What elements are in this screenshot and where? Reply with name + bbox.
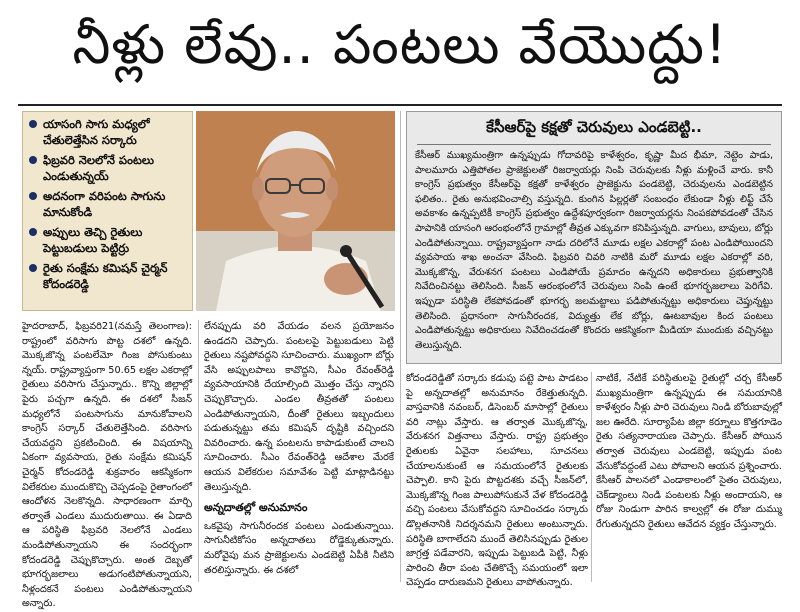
highlight-text: రైతు సంక్షేమ కమిషన్ చైర్మన్ కోదండరెడ్డి <box>43 261 168 291</box>
highlight-text: అప్పులు తెచ్చి రైతులు పెట్టుబడులు పెట్టిర్రు <box>43 225 143 255</box>
column-divider <box>198 320 199 582</box>
portrait-photo <box>196 111 395 311</box>
article-column-2-continued: ఒకవైపు సాగునీరందక పంటలు ఎండుతున్నాయి. సాగునీటికోసం అన్నదాతలు రోడ్డెక్కుతున్నారు. మరోవైపు మన ప్రాజెక్టులను ఎండబెట్టి ఏపీకి నీటిని తరలిస్తున్నారు. ఈ దశలో <box>204 520 394 576</box>
highlight-text: అదనంగా వరిపంట సాగును మానుకోండి <box>43 189 166 219</box>
article-column-2-text: లేనప్పుడు వరి వేయడం వలన ప్రయోజనం ఉండదని చెప్పారు. పంటలపై పెట్టుబడులు పెట్టి రైతులు నష్టపోవద్దని సూచించారు. ముఖ్యంగా బోర్లు వేసి అప్పులపాలు కావొద్దని, సీఎం రేవంత్‌రెడ్డి వ్యవసాయానికి దేయాల్సింది మొత్తం చేస్తు న్నారని చెప్పుకొచ్చారు. ఎండల తీవ్రతతో పంటలు ఎండిపోతున్నాయని, దీంతో రైతులు ఇబ్బందులు పడుతున్నట్టు తమ కమిషన్ దృష్టికి వచ్చిందని వివరించారు. ఉన్న పంటలను కాపాడుకుంటే చాలని సూచించారు. సీఎం రేవంత్‌రెడ్డి ఆదేశాల మేరకే ఆయన విలేకరుల సమావేశం పెట్టి మాట్లాడినట్టు తెలుస్తున్నది. <box>204 321 394 493</box>
sidebar-title: కేసీఆర్‌పై కక్షతో చెరువులు ఎండబెట్టి.. <box>417 118 771 145</box>
column-divider <box>591 372 592 582</box>
article-column-3: కోదండరెడ్డితో సర్కారు కడుపు పట్టె పాట పాడటం పై అన్నదాతల్లో అనుమానం రేకెత్తుతున్నది. వాస్తవానికి నవంబర్, డిసెంబర్ మాసాల్లో రైతులు వరి నాట్లు వేస్తారు. ఆ తర్వాత మొక్కజొన్న, వేరుశనగ విత్తనాలు వేస్తారు. రాష్ట్ర ప్రభుత్వం రైతులకు ఏవైనా సలహాలు, సూచనలు చేయాలనుకుంటే ఆ సమయంలోనే రైతులకు చెప్పాలి. కాని పైరు పొట్టదశకు వచ్చే సీజన్‌లో, మొక్కజొన్న గింజ పాలుపోసుకునే వేళ కోదండరెడ్డి వచ్చి పంటలు వేసుకోవద్దని సూచించడం సర్కారు డొల్లతనానికి నిదర్శనమని రైతులు అంటున్నారు. పరిస్థితి బాగాలేదని ముందే తెలిసినప్పుడు రైతుల జాగ్రత్త పడేవారని, ఇప్పుడు పెట్టుబడి పెట్టి, నీళ్లు పారించి తీరా పంట చేతికొచ్చే సమయంలో ఇలా చెప్పడం దారుణమని రైతులు వాపోతున్నారు. <box>406 373 588 589</box>
headline: నీళ్లు లేవు.. పంటలు వేయొద్దు! <box>72 12 728 76</box>
highlight-item <box>29 260 188 292</box>
bullet-icon <box>29 228 37 236</box>
highlight-item <box>29 224 188 256</box>
highlights-box <box>22 111 193 311</box>
bullet-icon <box>29 264 37 272</box>
article-column-2 <box>204 320 394 580</box>
headline-rule <box>18 104 782 106</box>
highlight-item <box>29 116 188 148</box>
highlight-text: ఫిబ్రవరి నెలలోనే పంటలు ఎండుతున్నయ్ <box>43 153 154 183</box>
sub-heading: అన్నదాతల్లో అనుమానం <box>204 501 308 515</box>
article-column-4: నాటికే, నేటికే పరిస్థితులపై రైతుల్లో చర్చ కేసీఆర్ ముఖ్యమంత్రిగా ఉన్నప్పుడు ఈ సమయానికి కాళేశ్వరం నీళ్లు పారి చెరువులు నిండి బోరుబావుల్లో జల ఊరేది. సూర్యాపేట జిల్లా కర్నూలు కొత్తగూడెం రైతు సత్యనారాయణ చెప్పారు. కేసీఆర్ పోయిన తర్వాత చెరువులు ఎండబెట్టి, ఇప్పుడు పంట వేసుకోవద్దంటే ఎటు పోవాలని ఆయన ప్రశ్నించారు. కేసీఆర్ పాలనలో ఎండాకాలంలో సైతం చెరువులు, చెక్‌డ్యాంలు నిండి పంటలకు నీళ్లు అందాయని, ఆ రోజు నిండుగా పారిన కాల్వల్లో ఈ రోజు దుమ్ము రేగుతున్నదని రైతులు ఆవేదన వ్యక్తం చేస్తున్నారు. <box>596 373 782 530</box>
bullet-icon <box>29 192 37 200</box>
portrait-illustration <box>196 111 395 311</box>
highlight-item <box>29 152 188 184</box>
column-divider <box>400 111 401 582</box>
article-column-1: హైదరాబాద్, ఫిబ్రవరి21(నమస్తే తెలంగాణ): రాష్ట్రంలో వరిసాగు పొట్ట దశలో ఉన్నది. మొక్కజొన్న పంటలేమో గింజ పోసుకుంటు న్నయ్. రాష్ట్రవ్యాప్తంగా 50.65 లక్షల ఎకరాల్లో రైతులు వరిసాగు చేస్తున్నారు.. కొన్ని జిల్లాల్లో పైరు పచ్చగా ఉన్నది. ఈ దశలో సీజన్ మధ్యలోనే పంటసాగును మానుకోవాలని కాంగ్రెస్ సర్కార్ చేతులెత్తేసింది. వరిసాగు చేయవద్దని ప్రకటించింది. ఈ విషయాన్ని ఏకంగా వ్యవసాయ, రైతు సంక్షేమ కమిషన్ చైర్మన్ కోదండరెడ్డి శుక్రవారం ఆకస్మికంగా విలేకరుల ముందుకొచ్చి చెప్పడంపై రైతాంగంలో ఆందోళన నెలకొన్నది. సాధారణంగా మార్చి తర్వాతే ఎండలు ముదురుతాయి. ఈ ఏడాది ఆ పరిస్థితి ఫిబ్రవరి నెలలోనే ఎండలు మండిపోతున్నాయని ఈ సందర్భంగా కోదండరెడ్డి చెప్పుకొచ్చారు. అంత దెబ్బతో భూగర్భజలాలు అడుగంటిపోతున్నాయని, నీళ్లందకనే పంటలు ఎండిపోతున్నాయని అన్నారు. <box>22 321 192 610</box>
highlight-item <box>29 188 188 220</box>
sidebar-body: కేసీఆర్ ముఖ్యమంత్రిగా ఉన్నప్పుడు గోదావరిపై కాళేశ్వరం, కృష్ణా మీద భీమా, నెట్టెం పాడు, పాలమూరు ఎత్తిపోతల ప్రాజెక్టులతో రిజర్వాయర్లు నింపి చెరువులకు నీళ్లు మళ్లించే వారు. కానీ కాంగ్రెస్ ప్రభుత్వం కేసీఆర్‌పై కక్షతో కాళేశ్వరం ప్రాజెక్టును పండబెట్టి, చెరువులను ఎండబెట్టిన ఫలితం.. రైతు అనుభవించాల్సి వస్తున్నది. కుంగిన పిల్లర్లతో సంబంధం లేకుండా నీళ్లు లిఫ్ట్ చేసే అవకాశం ఉన్నప్పటికీ కాంగ్రెస్ ప్రభుత్వం ఉద్దేశపూర్వకంగా రిజర్వాయర్లను నింపకపోవడంతో చేసిన పాపానికి యాసంగి ఆరంభంలోనే గ్రామాల్లో తీవ్రత ఎక్కువగా కనిపిస్తున్నది. వాగులు, బావులు, బోర్లు ఎండిపోతున్నాయి. రాష్ట్రవ్యాప్తంగా నాడు దరిలోనే మూడు లక్షల ఎకరాల్లో పంట ఎండిపోయిందని వ్యవసాయ శాఖ అంచనా వేసింది. ఫిబ్రవరి చివరి నాటికి మరో మూడు లక్షల ఎకరాల్లో వరి, మొక్కజొన్న, వేరుశనగ పంటలు ఎండిపోయే ప్రమాదం ఉన్నదని అధికారులు ప్రభుత్వానికి నివేదించినట్టు తెలిసింది. సీజన్ ఆరంభంలోనే చెరువులు నింపి ఉంటే భూగర్భజలాలు పెరిగేవి. ఇప్పుడా పరిస్థితి లేకపోవడంతో భూగర్భ జలమట్టాలు పడిపోతున్నట్టు అధికారులు చెప్తున్నట్టు తెలిసింది. ప్రధానంగా సాగునీరందక, విద్యుత్తు లేక బోర్లు, ఊటబావుల కింద పంటలు ఎండిపోతున్నట్టు అధికారులు నివేదించడంతో కొందరు ఆకస్మికంగా మీడియా ముందుకు వచ్చినట్టు తెలుస్తున్నది. <box>415 150 773 351</box>
bullet-icon <box>29 120 37 128</box>
sidebar-box <box>406 111 782 364</box>
highlight-text: యాసంగి సాగు మధ్యలో చేతులెత్తేసిన సర్కారు <box>43 117 150 147</box>
bullet-icon <box>29 156 37 164</box>
